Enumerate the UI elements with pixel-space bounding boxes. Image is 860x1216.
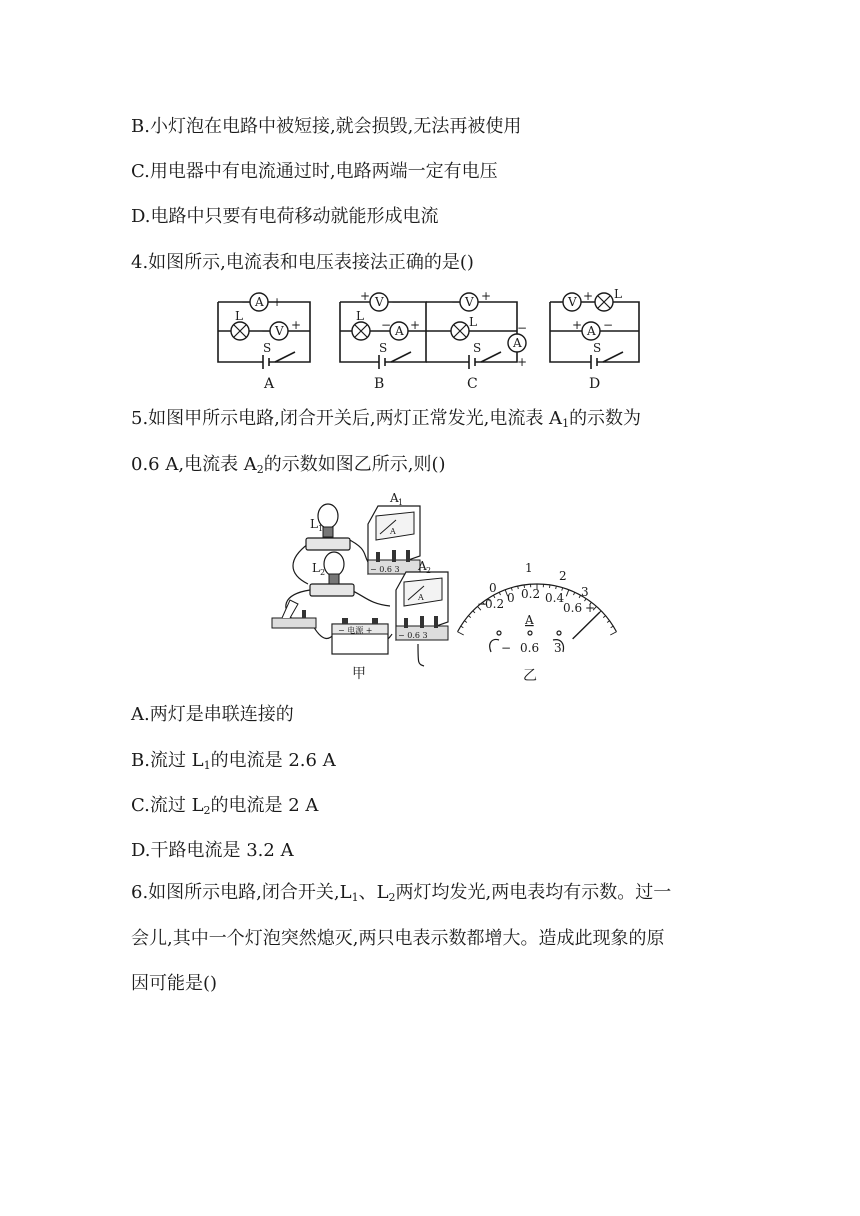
svg-text:−: − — [451, 295, 462, 309]
knife-switch — [272, 600, 316, 628]
q4-stem: 4.如图所示,电流表和电压表接法正确的是() — [131, 252, 474, 273]
q3-option-c: C.用电器中有电流通过时,电路两端一定有电压 — [131, 161, 498, 182]
dial-tick — [518, 586, 519, 589]
bulb-l1 — [306, 504, 350, 550]
svg-text:S: S — [473, 341, 482, 355]
dial-tick — [464, 621, 466, 623]
svg-text:− 0.6 3: − 0.6 3 — [370, 565, 400, 574]
dial-tick — [468, 616, 470, 618]
svg-text:−: − — [552, 295, 563, 309]
svg-text:2: 2 — [426, 566, 432, 575]
svg-text:+: + — [572, 318, 583, 332]
circuit-a-ammeter-letter: A — [255, 295, 264, 309]
svg-text:L: L — [356, 309, 364, 323]
setup-illustration — [268, 491, 464, 684]
svg-text:−: − — [391, 295, 402, 309]
dial-tick — [556, 586, 557, 589]
figure-jia-caption: 甲 — [352, 666, 366, 682]
svg-text:−: − — [241, 295, 252, 309]
svg-text:A: A — [390, 491, 399, 505]
dial-upper-3: 3 — [581, 585, 589, 599]
circuit-c — [426, 289, 527, 392]
q4-circuit-diagrams — [205, 288, 665, 393]
q6-stem-line-3: 因可能是() — [131, 973, 218, 994]
dial-tick — [610, 632, 616, 635]
dial-lower-0-2-left: 0.2 — [485, 597, 505, 611]
svg-text:+: + — [410, 318, 421, 332]
dial-tick — [573, 592, 574, 595]
ammeter-dial — [475, 556, 605, 684]
dial-minus-sign: − — [477, 597, 488, 611]
dial-tick — [607, 621, 609, 623]
q5-stem-line-2: 0.6 A,电流表 $A_2$的示数如图乙所示,则() — [131, 454, 446, 476]
svg-text:+: + — [517, 355, 528, 369]
svg-text:−: − — [603, 318, 614, 332]
svg-text:A: A — [418, 559, 427, 573]
circuit-d-caption: D — [589, 376, 601, 392]
svg-text:L: L — [312, 561, 320, 575]
svg-text:− 电源 +: − 电源 + — [338, 626, 373, 635]
dial-tick — [499, 592, 500, 595]
q5-option-b: B.流过 $L_1$的电流是 2.6 A — [131, 750, 336, 772]
dial-tick — [473, 611, 475, 613]
svg-text:2: 2 — [320, 568, 326, 577]
circuit-d-voltmeter-letter: V — [568, 295, 577, 309]
q5-option-d: D.干路电流是 3.2 A — [131, 840, 294, 861]
circuit-b-caption: B — [374, 376, 385, 392]
svg-text:L: L — [235, 309, 243, 323]
circuit-b-ammeter-letter: A — [395, 324, 404, 338]
dial-terminal-3: 3 — [554, 641, 562, 655]
dial-terminal-0-6: 0.6 — [520, 641, 540, 655]
svg-text:−: − — [381, 318, 392, 332]
circuit-a-caption: A — [264, 376, 275, 392]
svg-text:A: A — [418, 593, 424, 602]
svg-text:−: − — [517, 321, 528, 335]
dial-plus-sign: + — [585, 601, 596, 615]
svg-text:+: + — [583, 289, 594, 303]
q6-stem-line-2: 会儿,其中一个灯泡突然熄灭,两只电表示数都增大。造成此现象的原 — [131, 928, 665, 949]
svg-text:L: L — [469, 315, 477, 329]
dial-upper-1: 1 — [525, 561, 533, 575]
svg-text:− 0.6 3: − 0.6 3 — [398, 631, 428, 640]
circuit-d — [550, 287, 639, 392]
dial-pointer — [573, 612, 600, 639]
q3-option-d: D.电路中只要有电荷移动就能形成电流 — [131, 206, 439, 227]
svg-text:−: − — [261, 324, 272, 338]
dial-upper-0: 0 — [489, 581, 497, 595]
svg-text:1: 1 — [318, 524, 324, 533]
q5-option-c: C.流过 $L_2$的电流是 2 A — [131, 795, 319, 817]
svg-text:L: L — [614, 287, 622, 301]
bulb-l2 — [310, 552, 354, 596]
dial-lower-0-2: 0.2 — [521, 587, 541, 601]
svg-text:+: + — [360, 289, 371, 303]
circuit-a-voltmeter-letter: V — [275, 324, 284, 338]
figure-yi-caption: 乙 — [523, 668, 537, 684]
dial-tick — [566, 590, 568, 597]
q5-stem-line-1: 5.如图甲所示电路,闭合开关后,两灯正常发光,电流表 $A_1$的示数为 — [131, 408, 642, 430]
circuit-b — [340, 289, 426, 392]
circuit-d-ammeter-letter: A — [587, 324, 596, 338]
svg-text:A: A — [390, 527, 396, 536]
ammeter-a1 — [368, 491, 420, 574]
dial-terminal-minus: − — [501, 641, 512, 655]
svg-text:1: 1 — [398, 498, 404, 507]
circuit-c-voltmeter-letter: V — [465, 295, 474, 309]
svg-text:+: + — [291, 318, 302, 332]
battery-box — [332, 618, 388, 654]
circuit-a — [218, 293, 310, 392]
svg-text:+: + — [272, 295, 283, 309]
dial-lower-0-6: 0.6 — [563, 601, 583, 615]
q6-stem-line-1: 6.如图所示电路,闭合开关$,L_1$、$L_2$两灯均发光,两电表均有示数。过一 — [131, 882, 672, 904]
dial-tick — [611, 626, 614, 628]
circuit-c-ammeter-letter: A — [513, 336, 522, 350]
dial-tick — [603, 616, 605, 618]
q5-option-a: A.两灯是串联连接的 — [131, 704, 294, 725]
dial-lower-0: 0 — [507, 591, 515, 605]
circuit-c-caption: C — [467, 376, 478, 392]
dial-lower-0-4: 0.4 — [545, 591, 565, 605]
svg-text:+: + — [481, 289, 492, 303]
q3-option-b: B.小灯泡在电路中被短接,就会损毁,无法再被使用 — [131, 116, 522, 137]
svg-text:S: S — [263, 341, 272, 355]
svg-text:L: L — [310, 517, 318, 531]
svg-text:S: S — [593, 341, 602, 355]
dial-unit: A — [525, 613, 534, 627]
circuit-b-voltmeter-letter: V — [375, 295, 384, 309]
dial-upper-2: 2 — [559, 569, 567, 583]
svg-text:S: S — [379, 341, 388, 355]
